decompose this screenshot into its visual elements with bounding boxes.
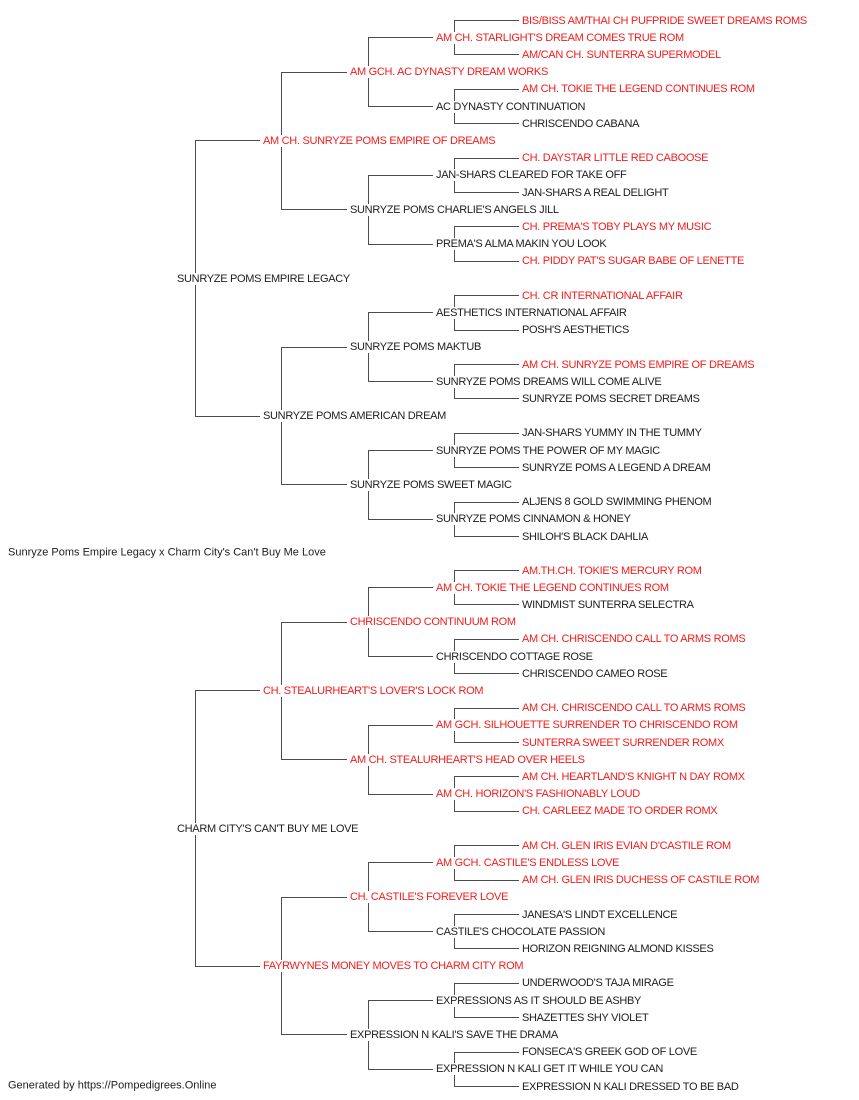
connector-line — [454, 1017, 519, 1018]
pedigree-node[interactable]: AM CH. STARLIGHT'S DREAM COMES TRUE ROM — [436, 31, 684, 44]
pedigree-node[interactable]: AM/CAN CH. SUNTERRA SUPERMODEL — [522, 48, 721, 61]
pedigree-node[interactable]: SUNRYZE POMS CHARLIE'S ANGELS JILL — [350, 203, 559, 216]
pedigree-node[interactable]: JANESA'S LINDT EXCELLENCE — [522, 908, 678, 921]
pedigree-node[interactable]: AESTHETICS INTERNATIONAL AFFAIR — [436, 306, 627, 319]
pedigree-node[interactable]: SUNRYZE POMS SECRET DREAMS — [522, 392, 700, 405]
pedigree-node[interactable]: AM.TH.CH. TOKIE'S MERCURY ROM — [522, 564, 702, 577]
pedigree-node[interactable]: AM CH. STEALURHEART'S HEAD OVER HEELS — [350, 753, 585, 766]
connector-line — [368, 931, 433, 932]
connector-line — [454, 708, 519, 709]
pedigree-node[interactable]: CHRISCENDO COTTAGE ROSE — [436, 650, 593, 663]
generator-credit: Generated by https://Pompedigrees.Online — [8, 1079, 217, 1092]
pedigree-node[interactable]: CHRISCENDO CABANA — [522, 117, 640, 130]
connector-line — [454, 742, 519, 743]
pedigree-node[interactable]: AC DYNASTY CONTINUATION — [436, 100, 586, 113]
pedigree-node[interactable]: CH. CARLEEZ MADE TO ORDER ROMX — [522, 805, 718, 818]
connector-line — [454, 914, 519, 915]
pedigree-node[interactable]: UNDERWOOD'S TAJA MIRAGE — [522, 977, 674, 990]
connector-line — [454, 845, 519, 846]
connector-line — [368, 656, 433, 657]
pedigree-node[interactable]: CH. CR INTERNATIONAL AFFAIR — [522, 289, 683, 302]
connector-line — [281, 759, 347, 760]
pedigree-node[interactable]: SUNRYZE POMS AMERICAN DREAM — [263, 410, 447, 423]
pedigree-node[interactable]: SHAZETTES SHY VIOLET — [522, 1011, 649, 1024]
connector-line — [454, 811, 519, 812]
connector-line — [454, 604, 519, 605]
pedigree-node[interactable]: SUNRYZE POMS A LEGEND A DREAM — [522, 461, 711, 474]
pedigree-node[interactable]: PREMA'S ALMA MAKIN YOU LOOK — [436, 238, 607, 251]
pedigree-node[interactable]: AM CH. TOKIE THE LEGEND CONTINUES ROM — [522, 83, 755, 96]
pedigree-node[interactable]: SUNRYZE POMS THE POWER OF MY MAGIC — [436, 444, 660, 457]
pedigree-node[interactable]: CH. PIDDY PAT'S SUGAR BABE OF LENETTE — [522, 255, 745, 268]
pedigree-node[interactable]: SUNRYZE POMS EMPIRE LEGACY — [177, 272, 350, 285]
connector-line — [454, 1086, 519, 1087]
pedigree-node[interactable]: EXPRESSION N KALI DRESSED TO BE BAD — [522, 1080, 739, 1093]
breeding-title: Sunryze Poms Empire Legacy x Charm City's Can't Buy Me Love — [8, 546, 326, 559]
connector-line — [368, 725, 433, 726]
connector-line — [454, 880, 519, 881]
pedigree-node[interactable]: SUNTERRA SWEET SURRENDER ROMX — [522, 736, 724, 749]
connector-line — [454, 983, 519, 984]
pedigree-node[interactable]: BIS/BISS AM/THAI CH PUFPRIDE SWEET DREAMS ROMS — [522, 14, 807, 27]
pedigree-node[interactable]: AM CH. CHRISCENDO CALL TO ARMS ROMS — [522, 633, 746, 646]
pedigree-node[interactable]: EXPRESSIONS AS IT SHOULD BE ASHBY — [436, 994, 642, 1007]
pedigree-node[interactable]: HORIZON REIGNING ALMOND KISSES — [522, 942, 714, 955]
pedigree-node[interactable]: SHILOH'S BLACK DAHLIA — [522, 530, 649, 543]
pedigree-node[interactable]: SUNRYZE POMS CINNAMON & HONEY — [436, 513, 631, 526]
pedigree-node[interactable]: CASTILE'S CHOCOLATE PASSION — [436, 925, 606, 938]
connector-line — [368, 1069, 433, 1070]
pedigree-node[interactable]: AM GCH. AC DYNASTY DREAM WORKS — [350, 66, 548, 79]
pedigree-node[interactable]: WINDMIST SUNTERRA SELECTRA — [522, 598, 694, 611]
pedigree-node[interactable]: SUNRYZE POMS DREAMS WILL COME ALIVE — [436, 375, 662, 388]
pedigree-node[interactable]: AM CH. SUNRYZE POMS EMPIRE OF DREAMS — [263, 134, 496, 147]
pedigree-node[interactable]: AM CH. SUNRYZE POMS EMPIRE OF DREAMS — [522, 358, 755, 371]
pedigree-node[interactable]: AM CH. GLEN IRIS EVIAN D'CASTILE ROM — [522, 839, 731, 852]
pedigree-node[interactable]: CH. DAYSTAR LITTLE RED CABOOSE — [522, 152, 709, 165]
pedigree-node[interactable]: JAN-SHARS YUMMY IN THE TUMMY — [522, 427, 702, 440]
pedigree-node[interactable]: AM CH. HEARTLAND'S KNIGHT N DAY ROMX — [522, 770, 745, 783]
connector-line — [454, 776, 519, 777]
connector-line — [368, 862, 433, 863]
pedigree-node[interactable]: ALJENS 8 GOLD SWIMMING PHENOM — [522, 496, 712, 509]
connector-line — [454, 948, 519, 949]
pedigree-node[interactable]: CH. CASTILE'S FOREVER LOVE — [350, 891, 509, 904]
pedigree-node[interactable]: CHRISCENDO CONTINUUM ROM — [350, 616, 516, 629]
connector-line — [454, 1052, 519, 1053]
connector-line — [368, 794, 433, 795]
pedigree-node[interactable]: AM GCH. CASTILE'S ENDLESS LOVE — [436, 856, 620, 869]
pedigree-node[interactable]: EXPRESSION N KALI'S SAVE THE DRAMA — [350, 1028, 558, 1041]
pedigree-node[interactable]: SUNRYZE POMS SWEET MAGIC — [350, 478, 512, 491]
connector-line — [195, 690, 260, 691]
connector-line — [195, 966, 260, 967]
pedigree-node[interactable]: CH. STEALURHEART'S LOVER'S LOCK ROM — [263, 684, 484, 697]
connector-line — [454, 639, 519, 640]
pedigree-node[interactable]: AM CH. TOKIE THE LEGEND CONTINUES ROM — [436, 581, 669, 594]
pedigree-node[interactable]: AM CH. HORIZON'S FASHIONABLY LOUD — [436, 788, 640, 801]
pedigree-node[interactable]: AM GCH. SILHOUETTE SURRENDER TO CHRISCENDO ROM — [436, 719, 738, 732]
pedigree-node[interactable]: CHRISCENDO CAMEO ROSE — [522, 667, 668, 680]
pedigree-node[interactable]: FAYRWYNES MONEY MOVES TO CHARM CITY ROM — [263, 960, 524, 973]
pedigree-node[interactable]: JAN-SHARS A REAL DELIGHT — [522, 186, 669, 199]
pedigree-node[interactable]: CHARM CITY'S CAN'T BUY ME LOVE — [177, 822, 359, 835]
connector-line — [281, 1034, 347, 1035]
pedigree-node[interactable]: POSH'S AESTHETICS — [522, 324, 630, 337]
pedigree-node[interactable]: FONSECA'S GREEK GOD OF LOVE — [522, 1046, 697, 1059]
pedigree-node[interactable]: AM CH. GLEN IRIS DUCHESS OF CASTILE ROM — [522, 874, 760, 887]
connector-line — [368, 1000, 433, 1001]
connector-line — [454, 570, 519, 571]
pedigree-node[interactable]: AM CH. CHRISCENDO CALL TO ARMS ROMS — [522, 702, 746, 715]
pedigree-node[interactable]: EXPRESSION N KALI GET IT WHILE YOU CAN — [436, 1063, 663, 1076]
pedigree-node[interactable]: SUNRYZE POMS MAKTUB — [350, 341, 482, 354]
pedigree-node[interactable]: CH. PREMA'S TOBY PLAYS MY MUSIC — [522, 220, 712, 233]
connector-line — [454, 673, 519, 674]
connector-line — [281, 622, 347, 623]
connector-line — [368, 587, 433, 588]
connector-line — [281, 897, 347, 898]
pedigree-node[interactable]: JAN-SHARS CLEARED FOR TAKE OFF — [436, 169, 627, 182]
